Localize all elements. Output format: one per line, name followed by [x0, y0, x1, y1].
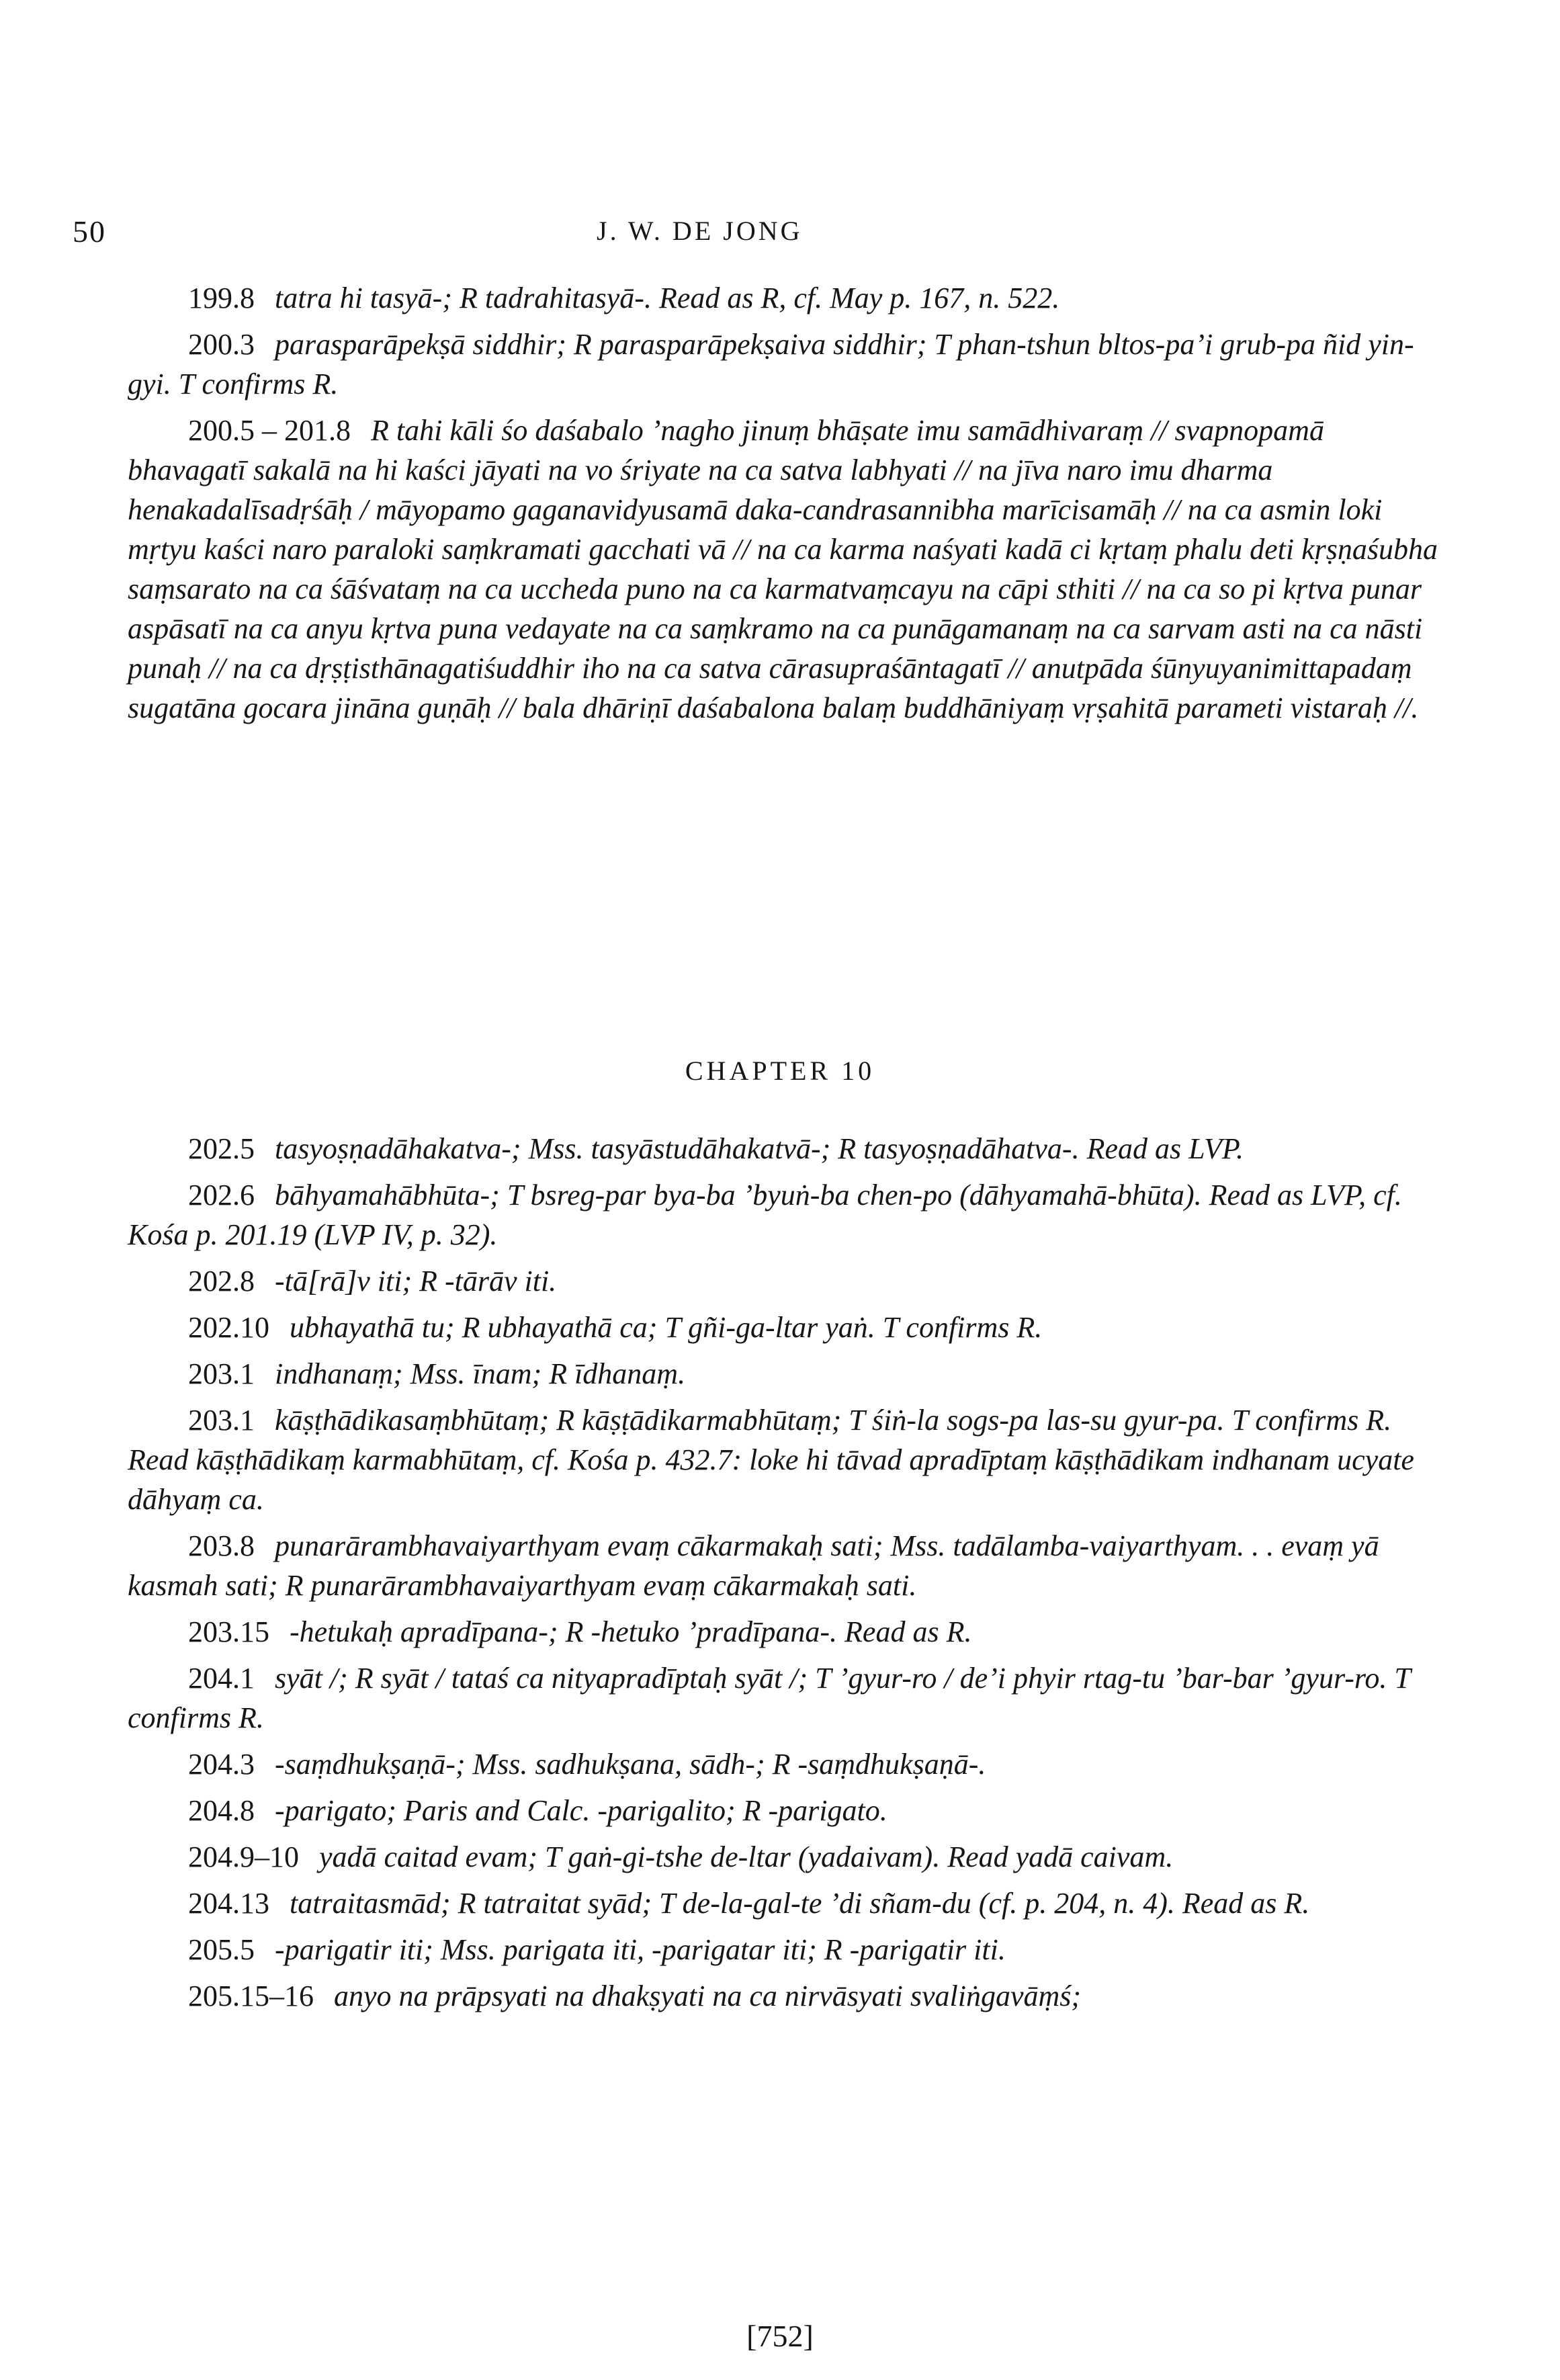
note-entry — [128, 1175, 1438, 1255]
note-entry — [128, 278, 1438, 318]
note-entry — [128, 1791, 1438, 1830]
note-ref: 200.5 – 201.8 — [188, 414, 351, 447]
note-ref: 200.3 — [188, 328, 255, 361]
note-ref: 205.5 — [188, 1933, 255, 1966]
note-ref: 204.9–10 — [188, 1840, 299, 1873]
note-entry — [128, 1930, 1438, 1969]
note-entry — [128, 325, 1438, 404]
note-text: ubhayathā tu; R ubhayathā ca; T gñi-ga-ltar yaṅ. T confirms R. — [290, 1311, 1043, 1344]
page-number: 50 — [73, 214, 106, 249]
note-ref: 202.10 — [188, 1311, 269, 1344]
note-ref: 205.15–16 — [188, 1980, 314, 2012]
note-entry — [128, 1612, 1438, 1652]
note-ref: 202.8 — [188, 1265, 255, 1298]
note-text: yadā caitad evam; T gaṅ-gi-tshe de-ltar (yadaivam). Read yadā caivam. — [319, 1840, 1174, 1873]
note-ref: 204.8 — [188, 1794, 255, 1827]
notes-section-top — [128, 278, 1438, 734]
note-entry — [128, 1658, 1438, 1738]
note-text: tasyoṣṇadāhakatva-; Mss. tasyāstudāhakatvā-; R tasyoṣṇadāhatva-. Read as LVP. — [275, 1132, 1244, 1165]
note-text: kāṣṭhādikasaṃbhūtaṃ; R kāṣṭādikarmabhūtaṃ; T śiṅ-la sogs-pa las-su gyur-pa. T confirms R. Read kāṣṭhādikaṃ karmabhūtaṃ, cf. Kośa p. 432.7: loke hi tāvad apradīptaṃ kāṣṭhādikam indhanam ucyate dāhyaṃ ca. — [128, 1404, 1414, 1516]
note-ref: 204.3 — [188, 1748, 255, 1781]
page-header — [73, 214, 1416, 254]
folio-number: [752] — [746, 2319, 814, 2353]
note-text: parasparāpekṣā siddhir; R parasparāpekṣaiva siddhir; T phan-tshun bltos-pa’i grub-pa ñid yin-gyi. T confirms R. — [128, 328, 1414, 400]
note-ref: 203.15 — [188, 1615, 269, 1648]
note-ref: 203.1 — [188, 1404, 255, 1437]
note-ref: 204.13 — [188, 1887, 269, 1920]
note-text: tatra hi tasyā-; R tadrahitasyā-. Read as R, cf. May p. 167, n. 522. — [275, 282, 1060, 314]
note-text: syāt /; R syāt / tataś ca nityapradīptaḥ syāt /; T ’gyur-ro / de’i phyir rtag-tu ’bar-bar ’gyur-ro. T confirms R. — [128, 1662, 1411, 1734]
note-text: tatraitasmād; R tatraitat syād; T de-la-gal-te ’di sñam-du (cf. p. 204, n. 4). Read as R. — [290, 1887, 1310, 1920]
note-text: indhanaṃ; Mss. īnam; R īdhanaṃ. — [275, 1357, 686, 1390]
note-entry — [128, 1744, 1438, 1784]
note-text: anyo na prāpsyati na dhakṣyati na ca nirvāsyati svaliṅgavāṃś; — [334, 1980, 1082, 2012]
note-text: -hetukaḥ apradīpana-; R -hetuko ’pradīpana-. Read as R. — [290, 1615, 972, 1648]
note-text: bāhyamahābhūta-; T bsreg-par bya-ba ’byuṅ-ba chen-po (dāhyamahā-bhūta). Read as LVP, cf. Kośa p. 201.19 (LVP IV, p. 32). — [128, 1179, 1402, 1251]
note-ref: 202.6 — [188, 1179, 255, 1212]
note-ref: 203.8 — [188, 1529, 255, 1562]
note-text: -tā[rā]v iti; R -tārāv iti. — [275, 1265, 557, 1298]
note-entry — [128, 1526, 1438, 1605]
note-text: -parigatir iti; Mss. parigata iti, -parigatar iti; R -parigatir iti. — [275, 1933, 1006, 1966]
note-text: -parigato; Paris and Calc. -parigalito; R -parigato. — [275, 1794, 887, 1827]
note-entry — [128, 1308, 1438, 1347]
note-ref: 202.5 — [188, 1132, 255, 1165]
note-entry — [128, 1883, 1438, 1923]
note-text: R tahi kāli śo daśabalo ’nagho jinuṃ bhāṣate imu samādhivaraṃ // svapnopamā bhavagatī sakalā na hi kaści jāyati na vo śriyate na ca satva labhyati // na jīva naro imu dharma henakadalīsadṛśāḥ / māyopamo gaganavidyusamā daka-candrasannibha marīcisamāḥ // na ca asmin loki mṛtyu kaści naro paraloki saṃkramati gacchati vā // na ca karma naśyati kadā ci kṛtaṃ phalu deti kṛṣṇaśubha saṃsarato na ca śāśvataṃ na ca uccheda puno na ca karmatvaṃcayu na cāpi sthiti // na ca so pi kṛtva punar aspāsatī na ca anyu kṛtva puna vedayate na ca saṃkramo na ca punāgamanaṃ na ca sarvam asti na ca nāsti punaḥ // na ca dṛṣṭisthānagatiśuddhir iho na ca satva cārasupraśāntagatī // anutpāda śūnyuyanimittapadaṃ sugatāna gocara jināna guṇāḥ // bala dhāriṇī daśabalona balaṃ buddhāniyaṃ vṛṣahitā parameti vistaraḥ //. — [128, 414, 1438, 724]
note-ref: 203.1 — [188, 1357, 255, 1390]
note-entry — [128, 1976, 1438, 2016]
notes-section-chapter — [128, 1129, 1438, 2023]
note-entry — [128, 411, 1438, 728]
note-text: -saṃdhukṣaṇā-; Mss. sadhukṣana, sādh-; R -saṃdhukṣaṇā-. — [275, 1748, 986, 1781]
note-entry — [128, 1129, 1438, 1168]
chapter-heading: CHAPTER 10 — [685, 1056, 875, 1086]
note-entry — [128, 1261, 1438, 1301]
note-text: punarārambhavaiyarthyam evaṃ cākarmakaḥ sati; Mss. tadālamba-vaiyarthyam. . . evaṃ yā kasmah sati; R punarārambhavaiyarthyam evaṃ cākarmakaḥ sati. — [128, 1529, 1379, 1602]
note-ref: 204.1 — [188, 1662, 255, 1695]
note-entry — [128, 1400, 1438, 1519]
note-ref: 199.8 — [188, 282, 255, 314]
note-entry — [128, 1837, 1438, 1877]
running-head: J. W. DE JONG — [597, 216, 803, 246]
note-entry — [128, 1354, 1438, 1394]
